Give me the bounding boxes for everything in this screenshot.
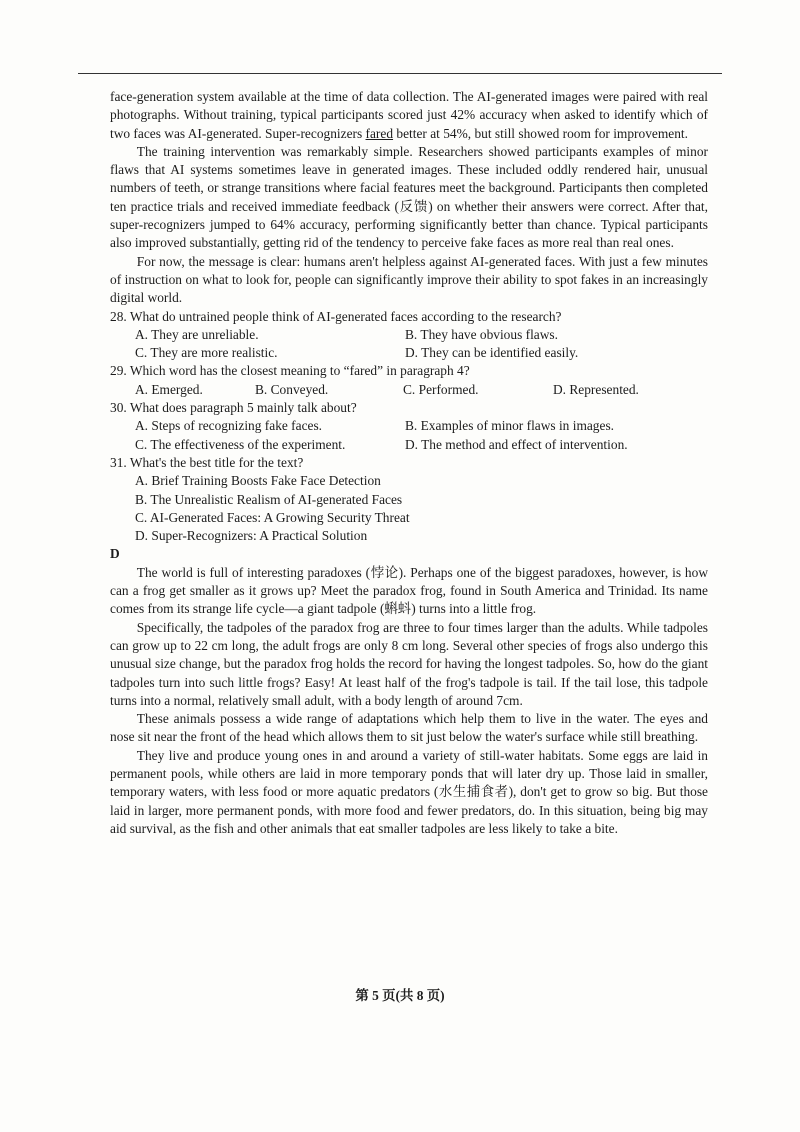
question-stem: 31. What's the best title for the text? <box>110 454 304 470</box>
question-stem: 30. What does paragraph 5 mainly talk about? <box>110 400 357 416</box>
page-number-footer: 第 5 页(共 8 页) <box>355 988 445 1003</box>
question-30 <box>110 399 708 454</box>
option-d: D. Represented. <box>553 381 639 397</box>
header-rule <box>78 73 722 74</box>
option-a: A. Brief Training Boosts Fake Face Detection <box>135 473 381 489</box>
option-b: B. The Unrealistic Realism of AI-generated Faces <box>135 491 403 507</box>
option-d: D. The method and effect of intervention. <box>405 436 628 452</box>
question-stem: 28. What do untrained people think of AI-generated faces according to the research? <box>110 308 562 324</box>
options <box>110 326 708 363</box>
option-c: C. AI-Generated Faces: A Growing Security Threat <box>135 509 410 525</box>
section-letter-d: D <box>110 546 120 562</box>
question-stem: 29. Which word has the closest meaning to “fared” in paragraph 4? <box>110 363 470 379</box>
passage-d-paragraph-3: These animals possess a wide range of adaptations which help them to live in the water. The eyes and nose sit near the front of the head which allows them to sit just below the water's surface while still breathing. <box>110 711 708 745</box>
option-c: C. Performed. <box>403 381 479 397</box>
passage-c-paragraph-5: For now, the message is clear: humans aren't helpless against AI-generated faces. With just a few minutes of instruction on what to look for, people can significantly improve their ability to spot fakes in an increasingly digital world. <box>110 253 708 306</box>
options <box>110 417 708 454</box>
page-content <box>110 88 708 838</box>
option-c: C. They are more realistic. <box>135 345 278 361</box>
question-28 <box>110 308 708 363</box>
option-b: B. Conveyed. <box>255 381 329 397</box>
options <box>110 381 708 399</box>
option-d: D. Super-Recognizers: A Practical Solution <box>135 528 368 544</box>
option-c: C. The effectiveness of the experiment. <box>135 436 346 452</box>
option-d: D. They can be identified easily. <box>405 345 579 361</box>
passage-c-paragraph-4: The training intervention was remarkably simple. Researchers showed participants examples of minor flaws that AI systems sometimes leave in generated images. These included oddly rendered hair, unusual numbers of teeth, or strange transitions where facial features meet the background. Participants then completed ten practice trials and received immediate feedback (反馈) on whether their answers were correct. After that, super-recognizers jumped to 64% accuracy, performing significantly better than chance. Typical participants also improved substantially, getting rid of the tendency to perceive fake faces as more real than real ones. <box>110 143 708 251</box>
question-31 <box>110 454 708 545</box>
option-a: A. Steps of recognizing fake faces. <box>135 418 323 434</box>
options <box>110 472 708 545</box>
option-b: B. They have obvious flaws. <box>405 326 558 342</box>
underlined-word-fared: fared <box>365 125 394 141</box>
passage-d-paragraph-1: The world is full of interesting paradoxes (悖论). Perhaps one of the biggest paradoxes, however, is how can a frog get smaller as it grows up? Meet the paradox frog, found in South America and Trinidad. Its name comes from its strange life cycle—a giant tadpole (蝌蚪) turns into a little frog. <box>110 564 708 617</box>
passage-d-paragraph-4: They live and produce young ones in and around a variety of still-water habitats. Some eggs are laid in permanent pools, while others are laid in more temporary ponds that will later dry up. Those laid in smaller, temporary waters, with less food or more aquatic predators (水生捕食者), don't get to grow so big. But those laid in larger, more permanent ponds, with more food and fewer predators, do. In this situation, being big may aid survival, as the fish and other animals that eat smaller tadpoles are less likely to take a bite. <box>110 747 708 836</box>
passage-c-paragraph-3: face-generation system available at the time of data collection. The AI-generated images were paired with real photographs. Without training, typical participants scored just 42% accuracy when asked to identify which of two faces was AI-generated. Super-recognizers fared better at 54%, but still showed room for improvement. <box>110 89 708 141</box>
option-a: A. Emerged. <box>135 381 203 397</box>
option-a: A. They are unreliable. <box>135 326 259 342</box>
passage-d-paragraph-2: Specifically, the tadpoles of the paradox frog are three to four times larger than the adults. While tadpoles can grow up to 22 cm long, the adult frogs are only 8 cm long. Several other species of frogs also undergo this unusual size change, but the paradox frog holds the record for having the longest tadpoles. So, how do the giant tadpoles turn into such little frogs? Easy! At least half of the frog's tadpole is tail. If the tail lose, this tadpole turns into a normal, relatively small adult, with a body length of around 7cm. <box>110 619 708 708</box>
question-29 <box>110 362 708 399</box>
option-b: B. Examples of minor flaws in images. <box>405 418 615 434</box>
